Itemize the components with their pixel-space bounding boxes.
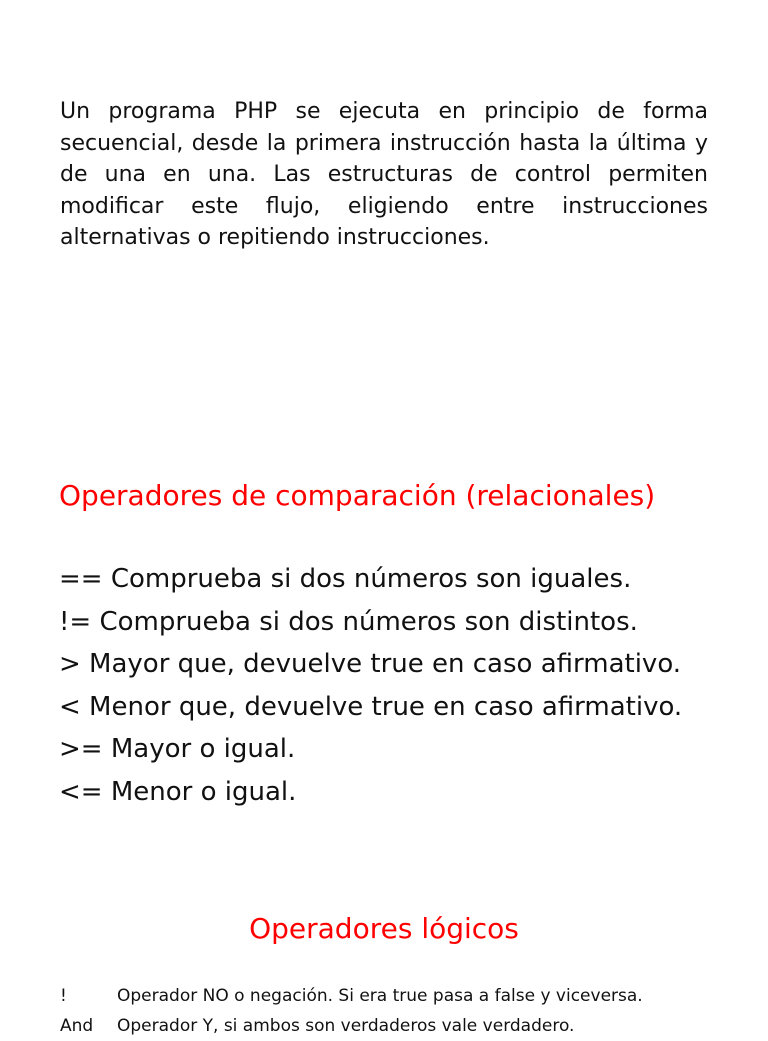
- list-item: >= Mayor o igual.: [59, 734, 296, 765]
- list-item: > Mayor que, devuelve true en caso afirmativo.: [59, 649, 682, 680]
- operator-description: Operador Y, si ambos son verdaderos vale verdadero.: [117, 1016, 575, 1036]
- operator-symbol: !: [60, 986, 67, 1006]
- list-item: [60, 1011, 768, 1041]
- intro-paragraph: Un programa PHP se ejecuta en principio de forma secuencial, desde la primera instrucción hasta la última y de una en una. Las estructuras de control permiten modificar este flujo, eligiendo entre instrucciones alternativas o repitiendo instrucciones.: [60, 99, 708, 250]
- logical-operators-heading: Operadores lógicos: [249, 912, 519, 945]
- operator-description: Operador NO o negación. Si era true pasa a false y viceversa.: [117, 986, 643, 1006]
- comparison-operators-list: [59, 558, 682, 814]
- list-item: <= Menor o igual.: [59, 776, 297, 807]
- list-item: == Comprueba si dos números son iguales.: [59, 564, 632, 594]
- list-item: != Comprueba si dos números son distintos.: [59, 606, 638, 637]
- operator-symbol: And: [60, 1016, 94, 1036]
- list-item: [60, 981, 768, 1011]
- comparison-operators-heading: Operadores de comparación (relacionales): [59, 479, 656, 512]
- list-item: < Menor que, devuelve true en caso afirmativo.: [59, 691, 683, 722]
- logical-operators-list: [60, 981, 768, 1041]
